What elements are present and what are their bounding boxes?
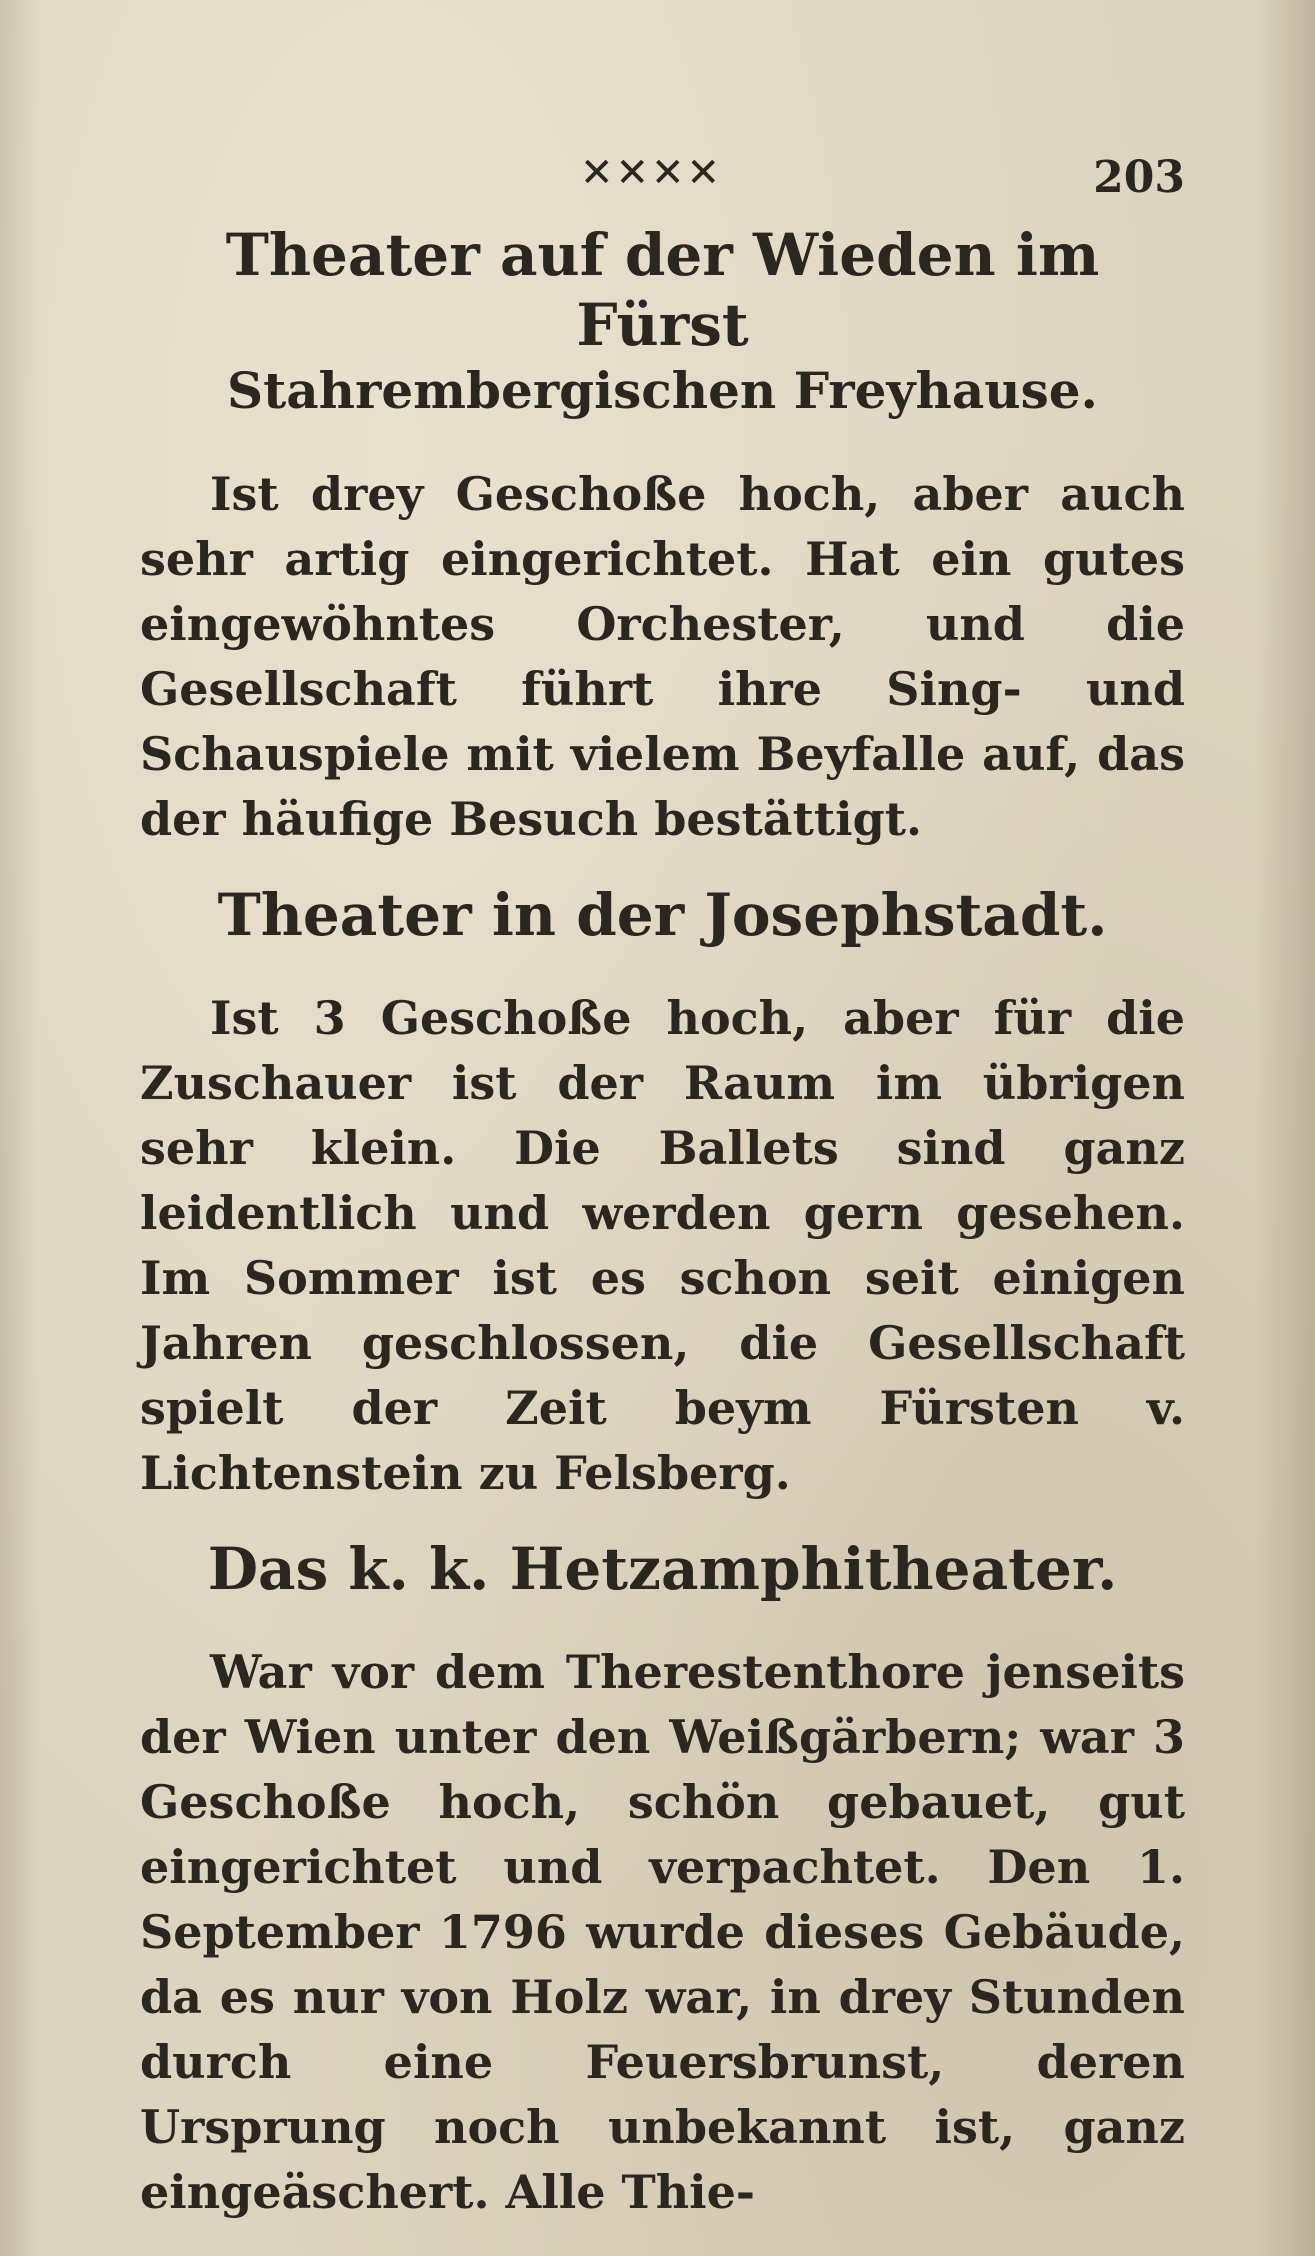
section-heading-wieden: Theater auf der Wieden im Fürst <box>225 221 1100 359</box>
paragraph-wieden: Ist drey Geschoße hoch, aber auch sehr artig eingerichtet. Hat ein gutes eingewöhntes Orchester, und die Gesellschaft führt ihre Sing- und Schauspiele mit vielem Beyfalle auf, das der häufige Besuch bestättigt. <box>140 467 1185 846</box>
page-header <box>140 150 1185 210</box>
section-subheading-wieden: Stahrembergischen Freyhause. <box>227 361 1098 420</box>
page-body <box>140 220 1185 2225</box>
paragraph-hetzamphitheater: War vor dem Therestenthore jenseits der Wien unter den Weißgärbern; war 3 Geschoße hoch, schön gebauet, gut eingerichtet und verpachtet. Den 1. September 1796 wurde dieses Gebäude, da es nur von Holz war, in drey Stunden durch eine Feuersbrunst, deren Ursprung noch unbekannt ist, ganz eingeäschert. Alle Thie- <box>140 1645 1185 2219</box>
section-heading-josephstadt: Theater in der Josephstadt. <box>217 881 1108 949</box>
page-number: 203 <box>1093 152 1185 203</box>
paragraph-josephstadt: Ist 3 Geschoße hoch, aber für die Zuschauer ist der Raum im übrigen sehr klein. Die Ballets sind ganz leidentlich und werden gern gesehen. Im Sommer ist es schon seit einigen Jahren geschlossen, die Gesellschaft spielt der Zeit beym Fürsten v. Lichtenstein zu Felsberg. <box>140 991 1185 1500</box>
section-heading-hetzamphitheater: Das k. k. Hetzamphitheater. <box>207 1535 1118 1603</box>
header-ornament: ✕✕✕✕ <box>580 150 723 196</box>
